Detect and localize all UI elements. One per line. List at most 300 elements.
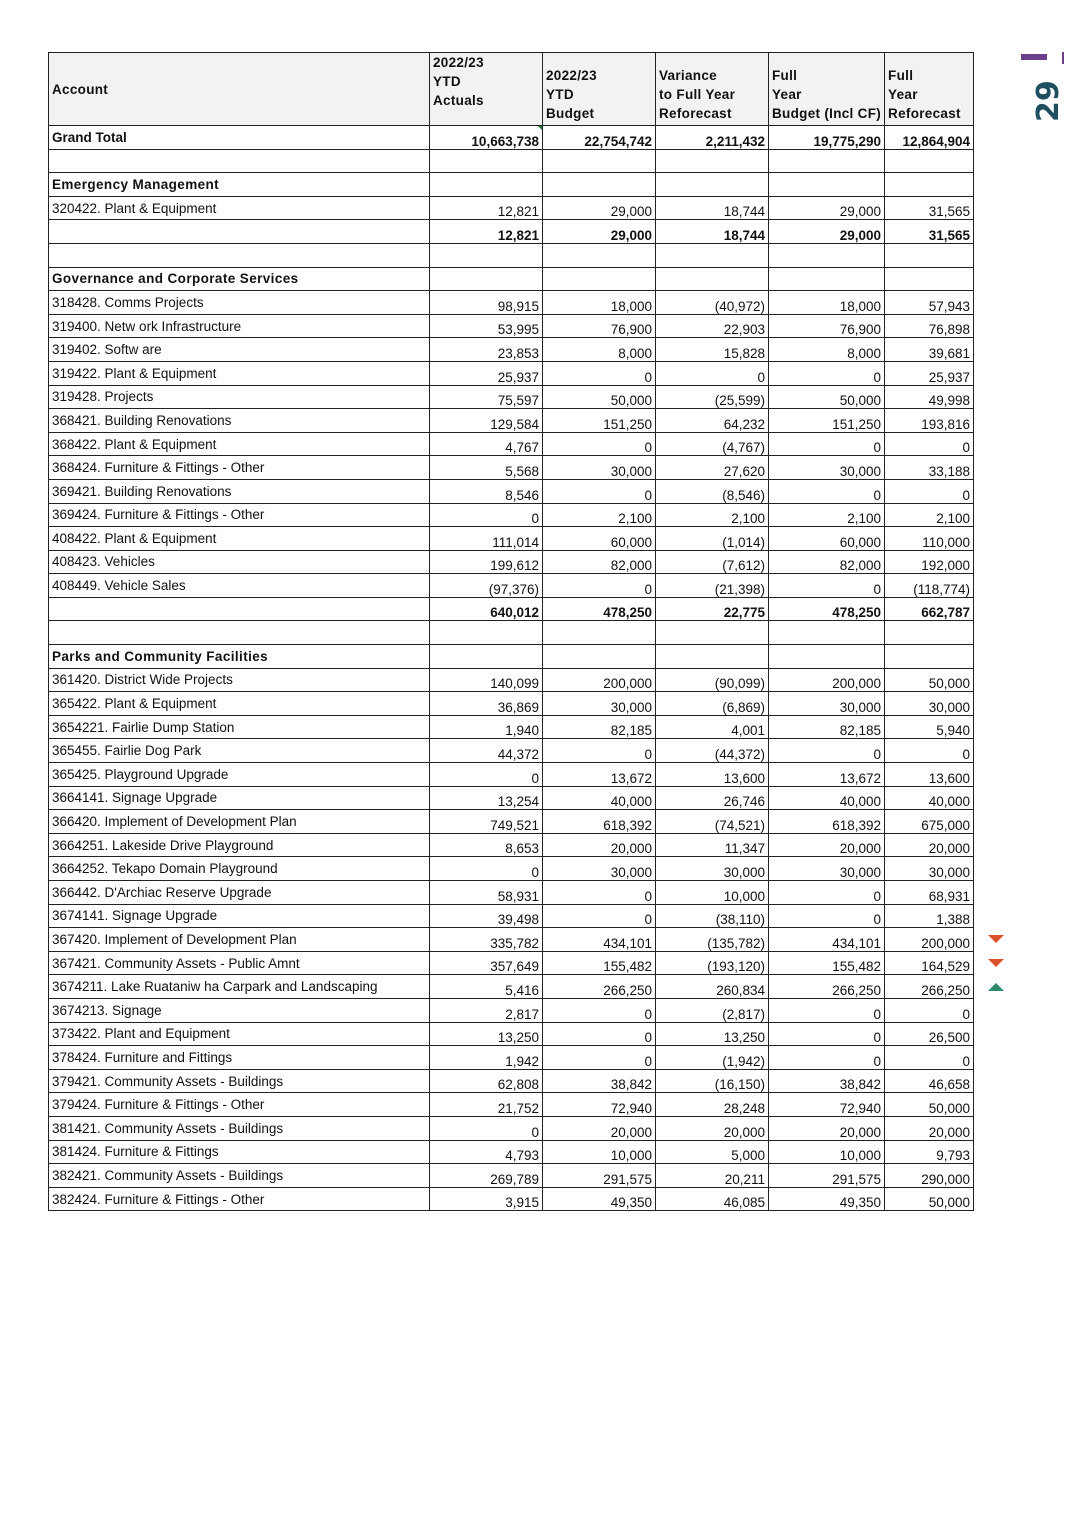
header-full-year-reforecast-line: Reforecast bbox=[888, 106, 961, 121]
full-year-reforecast-cell: 50,000 bbox=[885, 1093, 974, 1117]
variance-cell: (44,372) bbox=[656, 739, 769, 763]
ytd-actuals-cell: 2,817 bbox=[430, 998, 543, 1022]
account-name: 373422. Plant and Equipment bbox=[49, 1022, 430, 1046]
table-row bbox=[49, 715, 974, 739]
ytd-budget-cell: 0 bbox=[543, 361, 656, 385]
header-variance-line: Reforecast bbox=[659, 106, 732, 121]
table-row bbox=[49, 503, 974, 527]
account-name: 3664252. Tekapo Domain Playground bbox=[49, 857, 430, 881]
table-row bbox=[49, 1046, 974, 1070]
account-name: 408423. Vehicles bbox=[49, 550, 430, 574]
full-year-reforecast-cell: 26,500 bbox=[885, 1022, 974, 1046]
spacer-row bbox=[49, 149, 974, 173]
variance-cell: (25,599) bbox=[656, 385, 769, 409]
ytd-actuals-cell: 25,937 bbox=[430, 361, 543, 385]
full-year-reforecast-cell: 0 bbox=[885, 998, 974, 1022]
empty-cell bbox=[769, 173, 885, 197]
empty-cell bbox=[656, 173, 769, 197]
variance-cell: 30,000 bbox=[656, 857, 769, 881]
ytd-actuals-cell: 4,767 bbox=[430, 432, 543, 456]
header-ytd-actuals-line: Actuals bbox=[433, 93, 484, 108]
account-name: 319422. Plant & Equipment bbox=[49, 361, 430, 385]
full-year-budget-cell: 0 bbox=[769, 1046, 885, 1070]
table-row bbox=[49, 786, 974, 810]
table-row bbox=[49, 881, 974, 905]
ytd-actuals-cell: (97,376) bbox=[430, 574, 543, 598]
ytd-actuals-cell: 749,521 bbox=[430, 810, 543, 834]
header-full-year-budget-line: Full bbox=[772, 68, 798, 83]
ytd-budget-cell: 20,000 bbox=[543, 833, 656, 857]
ytd-budget-cell: 49,350 bbox=[543, 1187, 656, 1211]
table-row bbox=[49, 1022, 974, 1046]
full-year-budget-cell: 0 bbox=[769, 479, 885, 503]
section-title: Governance and Corporate Services bbox=[49, 267, 430, 291]
trend-down-icon bbox=[988, 959, 1004, 967]
header-ytd-actuals bbox=[430, 53, 543, 126]
grand-total-full-year-reforecast: 12,864,904 bbox=[885, 126, 974, 150]
empty-cell bbox=[430, 149, 543, 173]
full-year-budget-cell: 151,250 bbox=[769, 409, 885, 433]
account-name: 361420. District Wide Projects bbox=[49, 668, 430, 692]
full-year-reforecast-cell: 0 bbox=[885, 432, 974, 456]
ytd-actuals-cell: 58,931 bbox=[430, 881, 543, 905]
page-accent-tick bbox=[1062, 52, 1064, 64]
ytd-actuals-cell: 23,853 bbox=[430, 338, 543, 362]
ytd-actuals-cell: 12,821 bbox=[430, 196, 543, 220]
full-year-budget-cell: 82,185 bbox=[769, 715, 885, 739]
ytd-budget-cell: 40,000 bbox=[543, 786, 656, 810]
variance-cell: (193,120) bbox=[656, 951, 769, 975]
empty-cell bbox=[885, 645, 974, 669]
account-name: 367421. Community Assets - Public Amnt bbox=[49, 951, 430, 975]
full-year-budget-cell: 200,000 bbox=[769, 668, 885, 692]
variance-cell: 27,620 bbox=[656, 456, 769, 480]
table-row bbox=[49, 1164, 974, 1188]
variance-cell: 18,744 bbox=[656, 196, 769, 220]
ytd-budget-cell: 0 bbox=[543, 998, 656, 1022]
table-row bbox=[49, 857, 974, 881]
ytd-actuals-cell: 335,782 bbox=[430, 928, 543, 952]
table-row bbox=[49, 409, 974, 433]
ytd-actuals-cell: 5,416 bbox=[430, 975, 543, 999]
account-name: 382421. Community Assets - Buildings bbox=[49, 1164, 430, 1188]
full-year-reforecast-cell: 25,937 bbox=[885, 361, 974, 385]
full-year-budget-cell: 13,672 bbox=[769, 763, 885, 787]
variance-cell: 2,100 bbox=[656, 503, 769, 527]
full-year-budget-cell: 0 bbox=[769, 361, 885, 385]
table-row bbox=[49, 1093, 974, 1117]
header-full-year-reforecast-line: Full bbox=[888, 68, 914, 83]
table-row bbox=[49, 338, 974, 362]
account-name: 379424. Furniture & Fittings - Other bbox=[49, 1093, 430, 1117]
account-name: 366442. D'Archiac Reserve Upgrade bbox=[49, 881, 430, 905]
account-name: 365455. Fairlie Dog Park bbox=[49, 739, 430, 763]
full-year-budget-cell: 0 bbox=[769, 739, 885, 763]
table-row bbox=[49, 527, 974, 551]
ytd-budget-cell: 0 bbox=[543, 1022, 656, 1046]
empty-cell bbox=[543, 645, 656, 669]
full-year-budget-cell: 0 bbox=[769, 881, 885, 905]
table-row bbox=[49, 550, 974, 574]
header-ytd-actuals-line: YTD bbox=[433, 74, 461, 89]
full-year-reforecast-cell: 68,931 bbox=[885, 881, 974, 905]
ytd-budget-cell: 266,250 bbox=[543, 975, 656, 999]
empty-cell bbox=[656, 149, 769, 173]
account-name: 3674141. Signage Upgrade bbox=[49, 904, 430, 928]
variance-cell: 10,000 bbox=[656, 881, 769, 905]
full-year-reforecast-cell: 20,000 bbox=[885, 1116, 974, 1140]
empty-cell bbox=[885, 149, 974, 173]
subtotal-ytd-budget: 29,000 bbox=[543, 220, 656, 244]
empty-cell bbox=[769, 149, 885, 173]
variance-cell: 0 bbox=[656, 361, 769, 385]
table-row bbox=[49, 1187, 974, 1211]
account-name: 318428. Comms Projects bbox=[49, 291, 430, 315]
full-year-budget-cell: 18,000 bbox=[769, 291, 885, 315]
grand-total-full-year-budget: 19,775,290 bbox=[769, 126, 885, 150]
variance-cell: 260,834 bbox=[656, 975, 769, 999]
ytd-budget-cell: 0 bbox=[543, 479, 656, 503]
empty-cell bbox=[543, 621, 656, 645]
empty-cell bbox=[656, 267, 769, 291]
empty-cell bbox=[769, 243, 885, 267]
ytd-actuals-cell: 75,597 bbox=[430, 385, 543, 409]
ytd-budget-cell: 0 bbox=[543, 432, 656, 456]
full-year-reforecast-cell: 13,600 bbox=[885, 763, 974, 787]
full-year-reforecast-cell: 110,000 bbox=[885, 527, 974, 551]
subtotal-ytd-actuals: 12,821 bbox=[430, 220, 543, 244]
section-header-row bbox=[49, 267, 974, 291]
full-year-reforecast-cell: 0 bbox=[885, 739, 974, 763]
full-year-reforecast-cell: 49,998 bbox=[885, 385, 974, 409]
table-row bbox=[49, 975, 974, 999]
account-name: 369421. Building Renovations bbox=[49, 479, 430, 503]
full-year-budget-cell: 49,350 bbox=[769, 1187, 885, 1211]
variance-cell: 22,903 bbox=[656, 314, 769, 338]
ytd-budget-cell: 0 bbox=[543, 881, 656, 905]
ytd-budget-cell: 151,250 bbox=[543, 409, 656, 433]
table-row bbox=[49, 904, 974, 928]
variance-cell: (135,782) bbox=[656, 928, 769, 952]
ytd-budget-cell: 30,000 bbox=[543, 456, 656, 480]
ytd-actuals-cell: 5,568 bbox=[430, 456, 543, 480]
grand-total-ytd-actuals bbox=[430, 126, 543, 150]
ytd-budget-cell: 76,900 bbox=[543, 314, 656, 338]
ytd-budget-cell: 82,185 bbox=[543, 715, 656, 739]
ytd-budget-cell: 18,000 bbox=[543, 291, 656, 315]
table-row bbox=[49, 998, 974, 1022]
ytd-actuals-cell: 98,915 bbox=[430, 291, 543, 315]
table-row bbox=[49, 1140, 974, 1164]
ytd-actuals-cell: 0 bbox=[430, 763, 543, 787]
subtotal-full-year-reforecast: 662,787 bbox=[885, 597, 974, 621]
table-row bbox=[49, 432, 974, 456]
full-year-budget-cell: 38,842 bbox=[769, 1069, 885, 1093]
header-ytd-budget-line: 2022/23 bbox=[546, 68, 597, 83]
section-title: Emergency Management bbox=[49, 173, 430, 197]
variance-cell: 28,248 bbox=[656, 1093, 769, 1117]
ytd-actuals-cell: 357,649 bbox=[430, 951, 543, 975]
variance-cell: (6,869) bbox=[656, 692, 769, 716]
full-year-reforecast-cell: 33,188 bbox=[885, 456, 974, 480]
empty-cell bbox=[769, 645, 885, 669]
header-ytd-actuals-line: 2022/23 bbox=[433, 55, 484, 70]
ytd-actuals-cell: 129,584 bbox=[430, 409, 543, 433]
full-year-reforecast-cell: 30,000 bbox=[885, 692, 974, 716]
ytd-actuals-cell: 53,995 bbox=[430, 314, 543, 338]
empty-cell bbox=[543, 173, 656, 197]
header-variance-line: Variance bbox=[659, 68, 717, 83]
full-year-budget-cell: 40,000 bbox=[769, 786, 885, 810]
subtotal-full-year-reforecast: 31,565 bbox=[885, 220, 974, 244]
variance-cell: 64,232 bbox=[656, 409, 769, 433]
subtotal-full-year-budget: 29,000 bbox=[769, 220, 885, 244]
variance-cell: (2,817) bbox=[656, 998, 769, 1022]
full-year-reforecast-cell: 31,565 bbox=[885, 196, 974, 220]
full-year-budget-cell: 30,000 bbox=[769, 857, 885, 881]
table-row bbox=[49, 810, 974, 834]
ytd-actuals-cell: 21,752 bbox=[430, 1093, 543, 1117]
account-name: 381424. Furniture & Fittings bbox=[49, 1140, 430, 1164]
full-year-reforecast-cell: 5,940 bbox=[885, 715, 974, 739]
table-row bbox=[49, 196, 974, 220]
ytd-actuals-cell: 36,869 bbox=[430, 692, 543, 716]
ytd-actuals-cell: 62,808 bbox=[430, 1069, 543, 1093]
table-row bbox=[49, 1069, 974, 1093]
comment-marker-icon bbox=[537, 126, 543, 134]
empty-cell bbox=[430, 173, 543, 197]
full-year-reforecast-cell: 46,658 bbox=[885, 1069, 974, 1093]
ytd-budget-cell: 10,000 bbox=[543, 1140, 656, 1164]
subtotal-label-cell bbox=[49, 597, 430, 621]
subtotal-variance: 18,744 bbox=[656, 220, 769, 244]
full-year-budget-cell: 434,101 bbox=[769, 928, 885, 952]
variance-cell: (38,110) bbox=[656, 904, 769, 928]
grand-total-row bbox=[49, 126, 974, 150]
header-ytd-budget-line: YTD bbox=[546, 87, 574, 102]
section-subtotal-row bbox=[49, 597, 974, 621]
trend-up-icon bbox=[988, 983, 1004, 991]
ytd-actuals-cell: 0 bbox=[430, 503, 543, 527]
ytd-budget-cell: 50,000 bbox=[543, 385, 656, 409]
empty-cell bbox=[885, 243, 974, 267]
full-year-budget-cell: 8,000 bbox=[769, 338, 885, 362]
table-row bbox=[49, 1116, 974, 1140]
account-name: 3664141. Signage Upgrade bbox=[49, 786, 430, 810]
ytd-actuals-cell: 39,498 bbox=[430, 904, 543, 928]
variance-cell: 5,000 bbox=[656, 1140, 769, 1164]
variance-cell: (90,099) bbox=[656, 668, 769, 692]
account-name: 3674213. Signage bbox=[49, 998, 430, 1022]
account-name: 369424. Furniture & Fittings - Other bbox=[49, 503, 430, 527]
header-full-year-budget bbox=[769, 53, 885, 126]
full-year-reforecast-cell: 0 bbox=[885, 479, 974, 503]
ytd-budget-cell: 2,100 bbox=[543, 503, 656, 527]
table-row bbox=[49, 314, 974, 338]
account-name: 365422. Plant & Equipment bbox=[49, 692, 430, 716]
empty-cell bbox=[430, 267, 543, 291]
variance-cell: 4,001 bbox=[656, 715, 769, 739]
spacer-row bbox=[49, 621, 974, 645]
ytd-budget-cell: 200,000 bbox=[543, 668, 656, 692]
empty-cell bbox=[49, 243, 430, 267]
full-year-budget-cell: 0 bbox=[769, 998, 885, 1022]
header-account: Account bbox=[49, 53, 430, 126]
account-name: 319400. Netw ork Infrastructure bbox=[49, 314, 430, 338]
full-year-reforecast-cell: 50,000 bbox=[885, 668, 974, 692]
page-accent-bar bbox=[1021, 54, 1047, 60]
ytd-actuals-cell: 13,254 bbox=[430, 786, 543, 810]
full-year-budget-cell: 76,900 bbox=[769, 314, 885, 338]
empty-cell bbox=[769, 267, 885, 291]
ytd-budget-cell: 291,575 bbox=[543, 1164, 656, 1188]
full-year-reforecast-cell: 164,529 bbox=[885, 951, 974, 975]
account-name: 366420. Implement of Development Plan bbox=[49, 810, 430, 834]
full-year-budget-cell: 291,575 bbox=[769, 1164, 885, 1188]
ytd-actuals-cell: 44,372 bbox=[430, 739, 543, 763]
variance-cell: 13,600 bbox=[656, 763, 769, 787]
variance-cell: (40,972) bbox=[656, 291, 769, 315]
ytd-budget-cell: 434,101 bbox=[543, 928, 656, 952]
account-name: 368421. Building Renovations bbox=[49, 409, 430, 433]
empty-cell bbox=[430, 243, 543, 267]
header-ytd-budget bbox=[543, 53, 656, 126]
full-year-reforecast-cell: 193,816 bbox=[885, 409, 974, 433]
table-row bbox=[49, 692, 974, 716]
empty-cell bbox=[885, 267, 974, 291]
ytd-budget-cell: 13,672 bbox=[543, 763, 656, 787]
ytd-actuals-cell: 1,940 bbox=[430, 715, 543, 739]
ytd-budget-cell: 0 bbox=[543, 739, 656, 763]
full-year-budget-cell: 0 bbox=[769, 904, 885, 928]
section-subtotal-row bbox=[49, 220, 974, 244]
full-year-budget-cell: 30,000 bbox=[769, 692, 885, 716]
full-year-budget-cell: 60,000 bbox=[769, 527, 885, 551]
full-year-budget-cell: 29,000 bbox=[769, 196, 885, 220]
subtotal-ytd-budget: 478,250 bbox=[543, 597, 656, 621]
empty-cell bbox=[885, 621, 974, 645]
account-name: 365425. Playground Upgrade bbox=[49, 763, 430, 787]
section-title: Parks and Community Facilities bbox=[49, 645, 430, 669]
empty-cell bbox=[430, 621, 543, 645]
full-year-budget-cell: 0 bbox=[769, 574, 885, 598]
full-year-budget-cell: 72,940 bbox=[769, 1093, 885, 1117]
account-name: 367420. Implement of Development Plan bbox=[49, 928, 430, 952]
subtotal-ytd-actuals: 640,012 bbox=[430, 597, 543, 621]
full-year-budget-cell: 10,000 bbox=[769, 1140, 885, 1164]
subtotal-variance: 22,775 bbox=[656, 597, 769, 621]
full-year-budget-cell: 618,392 bbox=[769, 810, 885, 834]
full-year-reforecast-cell: 39,681 bbox=[885, 338, 974, 362]
ytd-budget-cell: 30,000 bbox=[543, 857, 656, 881]
variance-cell: (16,150) bbox=[656, 1069, 769, 1093]
variance-cell: (21,398) bbox=[656, 574, 769, 598]
full-year-reforecast-cell: 76,898 bbox=[885, 314, 974, 338]
full-year-reforecast-cell: 1,388 bbox=[885, 904, 974, 928]
ytd-budget-cell: 82,000 bbox=[543, 550, 656, 574]
account-name: 3674211. Lake Ruataniw ha Carpark and Landscaping bbox=[49, 975, 430, 999]
table-row bbox=[49, 574, 974, 598]
ytd-budget-cell: 0 bbox=[543, 904, 656, 928]
ytd-actuals-cell: 0 bbox=[430, 857, 543, 881]
full-year-budget-cell: 20,000 bbox=[769, 833, 885, 857]
ytd-budget-cell: 618,392 bbox=[543, 810, 656, 834]
ytd-actuals-cell: 140,099 bbox=[430, 668, 543, 692]
ytd-actuals-cell: 0 bbox=[430, 1116, 543, 1140]
full-year-budget-cell: 0 bbox=[769, 432, 885, 456]
header-ytd-budget-line: Budget bbox=[546, 106, 595, 121]
account-name: 368424. Furniture & Fittings - Other bbox=[49, 456, 430, 480]
section-header-row bbox=[49, 173, 974, 197]
table-row bbox=[49, 479, 974, 503]
header-variance bbox=[656, 53, 769, 126]
full-year-reforecast-cell: 266,250 bbox=[885, 975, 974, 999]
account-name: 3654221. Fairlie Dump Station bbox=[49, 715, 430, 739]
table-row bbox=[49, 833, 974, 857]
empty-cell bbox=[885, 173, 974, 197]
full-year-reforecast-cell: 192,000 bbox=[885, 550, 974, 574]
table-row bbox=[49, 951, 974, 975]
subtotal-full-year-budget: 478,250 bbox=[769, 597, 885, 621]
spacer-row bbox=[49, 243, 974, 267]
table-row bbox=[49, 385, 974, 409]
variance-cell: 46,085 bbox=[656, 1187, 769, 1211]
full-year-reforecast-cell: 2,100 bbox=[885, 503, 974, 527]
grand-total-variance: 2,211,432 bbox=[656, 126, 769, 150]
account-name: 319428. Projects bbox=[49, 385, 430, 409]
account-name: 3664251. Lakeside Drive Playground bbox=[49, 833, 430, 857]
empty-cell bbox=[543, 243, 656, 267]
ytd-budget-cell: 0 bbox=[543, 1046, 656, 1070]
variance-cell: 20,211 bbox=[656, 1164, 769, 1188]
ytd-actuals-cell: 199,612 bbox=[430, 550, 543, 574]
variance-cell: 15,828 bbox=[656, 338, 769, 362]
variance-cell: (1,014) bbox=[656, 527, 769, 551]
empty-cell bbox=[656, 645, 769, 669]
trend-down-icon bbox=[988, 935, 1004, 943]
ytd-budget-cell: 155,482 bbox=[543, 951, 656, 975]
variance-cell: 13,250 bbox=[656, 1022, 769, 1046]
full-year-reforecast-cell: 57,943 bbox=[885, 291, 974, 315]
variance-cell: 20,000 bbox=[656, 1116, 769, 1140]
ytd-actuals-cell: 4,793 bbox=[430, 1140, 543, 1164]
variance-cell: 26,746 bbox=[656, 786, 769, 810]
ytd-budget-cell: 8,000 bbox=[543, 338, 656, 362]
full-year-reforecast-cell: 40,000 bbox=[885, 786, 974, 810]
empty-cell bbox=[656, 243, 769, 267]
variance-cell: (74,521) bbox=[656, 810, 769, 834]
full-year-reforecast-cell: 30,000 bbox=[885, 857, 974, 881]
account-name: 368422. Plant & Equipment bbox=[49, 432, 430, 456]
ytd-budget-cell: 38,842 bbox=[543, 1069, 656, 1093]
full-year-budget-cell: 20,000 bbox=[769, 1116, 885, 1140]
full-year-budget-cell: 30,000 bbox=[769, 456, 885, 480]
empty-cell bbox=[543, 267, 656, 291]
variance-cell: (4,767) bbox=[656, 432, 769, 456]
table-row bbox=[49, 456, 974, 480]
ytd-actuals-cell: 111,014 bbox=[430, 527, 543, 551]
subtotal-label-cell bbox=[49, 220, 430, 244]
table-row bbox=[49, 739, 974, 763]
full-year-reforecast-cell: 9,793 bbox=[885, 1140, 974, 1164]
grand-total-ytd-budget: 22,754,742 bbox=[543, 126, 656, 150]
grand-total-value: 10,663,738 bbox=[471, 133, 539, 149]
header-variance-line: to Full Year bbox=[659, 87, 736, 102]
ytd-actuals-cell: 8,546 bbox=[430, 479, 543, 503]
ytd-budget-cell: 60,000 bbox=[543, 527, 656, 551]
table-row bbox=[49, 361, 974, 385]
account-name: 408449. Vehicle Sales bbox=[49, 574, 430, 598]
